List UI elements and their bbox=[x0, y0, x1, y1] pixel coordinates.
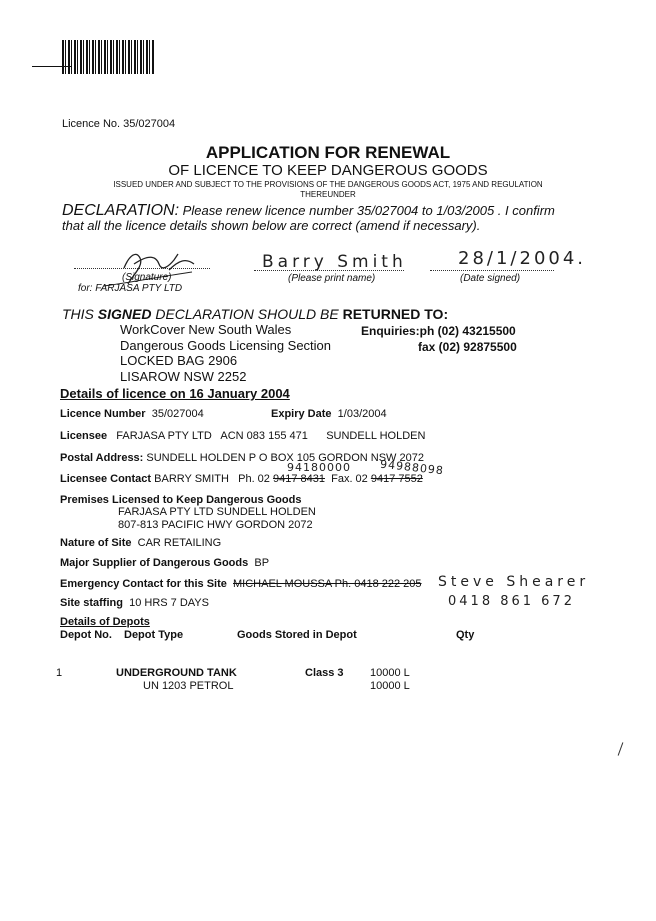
issued-line-2: THEREUNDER bbox=[300, 190, 356, 199]
date-caption: (Date signed) bbox=[460, 273, 521, 284]
date-handwritten: 28/1/2004. bbox=[458, 248, 587, 269]
depot-qty: 10000 L bbox=[370, 667, 410, 679]
issued-line-1: ISSUED UNDER AND SUBJECT TO THE PROVISIONS OF THE DANGEROUS GOODS ACT, 1975 AND REGULATION bbox=[113, 180, 543, 189]
licensee-row: Licensee FARJASA PTY LTD ACN 083 155 471 SUNDELL HOLDEN bbox=[60, 430, 426, 442]
depot-no: 1 bbox=[56, 667, 63, 679]
barcode-stamp bbox=[62, 40, 154, 74]
premises-label: Premises Licensed to Keep Dangerous Goods bbox=[60, 494, 302, 506]
depot-header-type: Depot Type bbox=[124, 629, 184, 641]
date-line bbox=[430, 270, 554, 271]
return-heading: THIS SIGNED DECLARATION SHOULD BE RETURNED TO: bbox=[62, 306, 449, 322]
depot-type-detail: UN 1203 PETROL bbox=[143, 680, 234, 692]
licence-number-row: Licence Number 35/027004 bbox=[60, 408, 204, 420]
depots-heading: Details of Depots bbox=[60, 616, 150, 628]
declaration-label: DECLARATION: bbox=[62, 202, 180, 219]
depot-header-qty: Qty bbox=[456, 629, 475, 641]
signature-line bbox=[74, 268, 210, 269]
print-name-handwritten: Barry Smith bbox=[262, 252, 407, 272]
supplier-row: Major Supplier of Dangerous Goods BP bbox=[60, 557, 270, 569]
print-name-line bbox=[254, 270, 404, 271]
premises-address bbox=[118, 506, 316, 532]
premises-line: 807-813 PACIFIC HWY GORDON 2072 bbox=[118, 519, 313, 531]
declaration-text-1: Please renew licence number 35/027004 to 1/03/2005 . I confirm bbox=[179, 203, 555, 218]
contact-fax-handwritten: 94988098 bbox=[379, 457, 445, 478]
emergency-phone-handwritten: 0418 861 672 bbox=[448, 594, 575, 609]
depot-type: UNDERGROUND TANK bbox=[116, 667, 237, 679]
expiry-row: Expiry Date 1/03/2004 bbox=[271, 408, 387, 420]
nature-row: Nature of Site CAR RETAILING bbox=[60, 537, 222, 549]
depot-class: Class 3 bbox=[305, 667, 344, 679]
signature-caption: (Signature) bbox=[122, 272, 172, 283]
emergency-name-handwritten: Steve Shearer bbox=[438, 574, 590, 590]
contact-phone-handwritten: 94180000 bbox=[287, 461, 351, 474]
emergency-row: Emergency Contact for this Site MICHAEL MOUSSA Ph. 0418 222 205 bbox=[60, 578, 422, 590]
staffing-row: Site staffing 10 HRS 7 DAYS bbox=[60, 597, 209, 609]
address-line: LOCKED BAG 2906 bbox=[120, 353, 238, 368]
fax-mark bbox=[32, 66, 72, 67]
enquiries-fax: fax (02) 92875500 bbox=[418, 340, 517, 354]
address-line: Dangerous Goods Licensing Section bbox=[120, 337, 332, 353]
declaration-line-2: that all the licence details shown below are correct (amend if necessary). bbox=[62, 218, 481, 233]
licence-no: Licence No. 35/027004 bbox=[62, 118, 176, 130]
return-address bbox=[120, 322, 331, 384]
contact-row: Licensee Contact BARRY SMITH Ph. 02 9417 8431 Fax. 02 9417 7552 bbox=[60, 473, 423, 485]
signature-for: for: FARJASA PTY LTD bbox=[78, 283, 183, 294]
scan-mark bbox=[618, 742, 624, 755]
address-line: WorkCover New South Wales bbox=[120, 322, 292, 337]
postal-row: Postal Address: SUNDELL HOLDEN P O BOX 105 GORDON NSW 2072 bbox=[60, 452, 424, 464]
details-heading: Details of licence on 16 January 2004 bbox=[60, 386, 290, 401]
page-title: APPLICATION FOR RENEWAL bbox=[205, 143, 451, 162]
address-line: LISAROW NSW 2252 bbox=[120, 368, 247, 384]
premises-line: FARJASA PTY LTD SUNDELL HOLDEN bbox=[118, 506, 316, 518]
print-name-caption: (Please print name) bbox=[288, 273, 376, 284]
enquiries-phone: Enquiries:ph (02) 43215500 bbox=[361, 324, 516, 338]
depot-header-goods: Goods Stored in Depot bbox=[237, 629, 357, 641]
page-subtitle: OF LICENCE TO KEEP DANGEROUS GOODS bbox=[168, 162, 488, 179]
depot-header-no: Depot No. bbox=[60, 629, 112, 641]
depot-qty: 10000 L bbox=[370, 680, 410, 692]
